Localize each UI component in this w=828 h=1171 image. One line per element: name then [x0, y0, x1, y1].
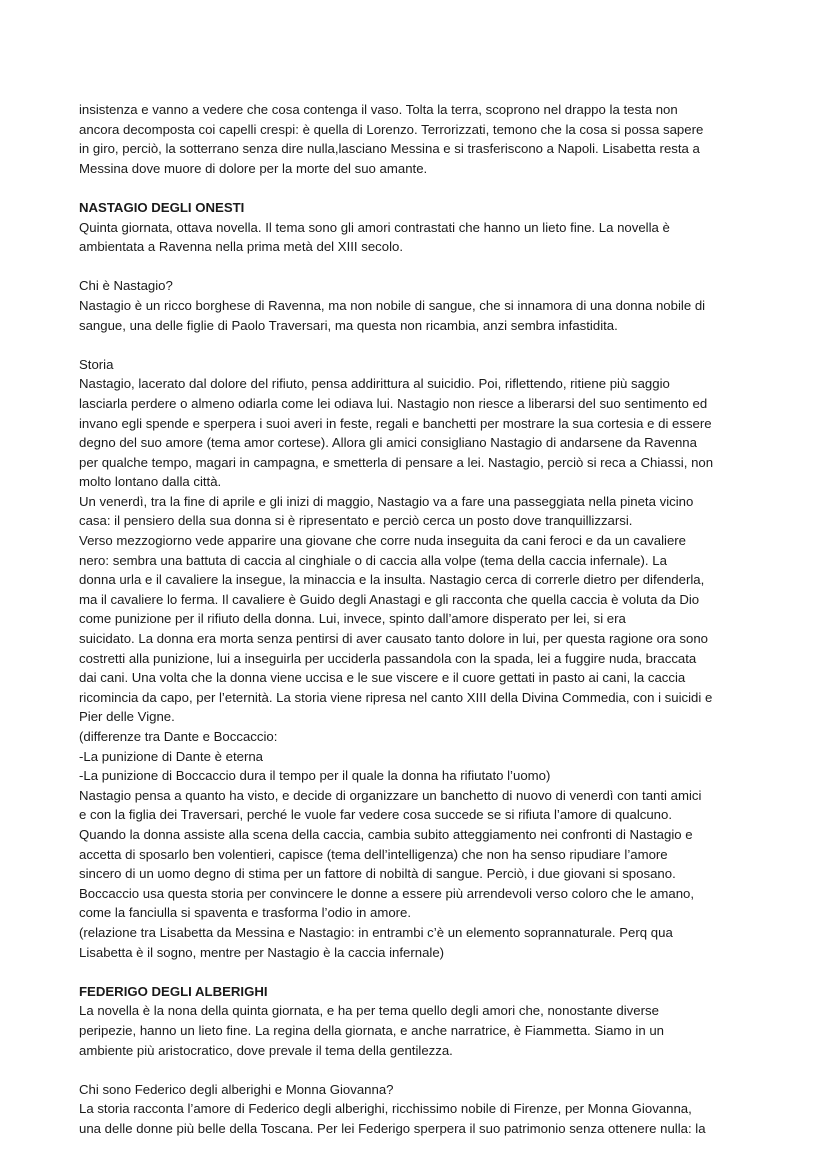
text-line: molto lontano dalla città. [79, 474, 222, 490]
text-line: e con la figlia dei Traversari, perché le vuole far vedere cosa succede se si rifiuta l’amore di qualcuno. [79, 807, 673, 823]
text-line: peripezie, hanno un lieto fine. La regina della giornata, e anche narratrice, è Fiammetta. Siamo in un [79, 1022, 664, 1038]
text-line: La storia racconta l’amore di Federico degli alberighi, ricchissimo nobile di Firenze, per Monna Giovanna, [79, 1101, 692, 1117]
text-line: sangue, una delle figlie di Paolo Traversari, ma questa non ricambia, anzi sembra infastidita. [79, 317, 618, 333]
text-line: Verso mezzogiorno vede apparire una giovane che corre nuda inseguita da cani feroci e da un cavaliere [79, 533, 687, 549]
text-line: ancora decomposta coi capelli crespi: è quella di Lorenzo. Terrorizzati, temono che la cosa si possa sapere [79, 121, 704, 137]
section-heading-nastagio: NASTAGIO DEGLI ONESTI [79, 199, 245, 215]
paragraph-gap [79, 178, 759, 198]
text-line: nero: sembra una battuta di caccia al cinghiale o di caccia alla volpe (tema della caccia infernale). La [79, 552, 667, 568]
text-line: Un venerdì, tra la fine di aprile e gli inizi di maggio, Nastagio va a fare una passeggiata nella pineta vicino [79, 493, 694, 509]
text-line: -La punizione di Dante è eterna [79, 748, 264, 764]
text-line: Nastagio pensa a quanto ha visto, e decide di organizzare un banchetto di nuovo di venerdì con tanti amici [79, 787, 702, 803]
text-line: una delle donne più belle della Toscana. Per lei Federigo sperpera il suo patrimonio senza ottenere nulla: la [79, 1120, 706, 1136]
section-heading-federigo: FEDERIGO DEGLI ALBERIGHI [79, 983, 268, 999]
text-line: come la fanciulla si spaventa e trasforma l’odio in amore. [79, 905, 412, 921]
paragraph-gap [79, 335, 759, 355]
text-line: in giro, perciò, la sotterrano senza dire nulla,lasciano Messina e si trasferiscono a Napoli. Lisabetta resta a [79, 141, 700, 157]
subheading-line: Storia [79, 356, 114, 372]
text-line: Pier delle Vigne. [79, 709, 175, 725]
text-line: per qualche tempo, magari in campagna, e smetterla di pensare a lei. Nastagio, perciò si reca a Chiassi, non [79, 454, 714, 470]
text-line: invano egli spende e sperpera i suoi averi in feste, regali e banchetti per mostrare la sua cortesia e di essere [79, 415, 712, 431]
document-body [79, 100, 759, 1138]
text-line: Nastagio è un ricco borghese di Ravenna, ma non nobile di sangue, che si innamora di una donna nobile di [79, 297, 706, 313]
text-line: La novella è la nona della quinta giornata, e ha per tema quello degli amori che, nonostante diverse [79, 1003, 659, 1019]
text-line: ambiente più aristocratico, dove prevale il tema della gentilezza. [79, 1042, 453, 1058]
text-line: ma il cavaliere lo ferma. Il cavaliere è Guido degli Anastagi e gli racconta che quella caccia è voluta da Dio [79, 591, 700, 607]
text-line: insistenza e vanno a vedere che cosa contenga il vaso. Tolta la terra, scoprono nel drappo la testa non [79, 102, 678, 117]
text-line: ambientata a Ravenna nella prima metà del XIII secolo. [79, 239, 404, 255]
text-line: (relazione tra Lisabetta da Messina e Nastagio: in entrambi c’è un elemento soprannaturale. Perq qua [79, 924, 673, 940]
text-line: degno del suo amore (tema amor cortese). Allora gli amici consigliano Nastagio di andarsene da Ravenna [79, 435, 697, 451]
text-line: accetta di sposarlo ben volentieri, capisce (tema dell’intelligenza) che non ha senso ripudiare l’amore [79, 846, 668, 862]
text-line: dai cani. Una volta che la donna viene uccisa e le sue viscere e il cuore gettati in pasto ai cani, la caccia [79, 670, 686, 686]
text-line: Lisabetta è il sogno, mentre per Nastagio è la caccia infernale) [79, 944, 445, 960]
paragraph-gap [79, 257, 759, 277]
text-line: Nastagio, lacerato dal dolore del rifiuto, pensa addirittura al suicidio. Poi, riflettendo, ritiene più saggio [79, 376, 670, 392]
text-line: Boccaccio usa questa storia per convincere le donne a essere più arrendevoli verso coloro che le amano, [79, 885, 695, 901]
text-line: come punizione per il rifiuto della donna. Lui, invece, spinto dall’amore disperato per lei, si era [79, 611, 626, 627]
text-line: (differenze tra Dante e Boccaccio: [79, 729, 278, 744]
text-line: Quando la donna assiste alla scena della caccia, cambia subito atteggiamento nei confronti di Nastagio e [79, 826, 693, 842]
text-line: casa: il pensiero della sua donna si è ripresentato e perciò cerca un posto dove tranquillizzarsi. [79, 513, 633, 529]
paragraph-gap [79, 962, 759, 982]
text-line: costretti alla punizione, lui a inseguirla per ucciderla passandola con la spada, lei a fuggire nuda, braccata [79, 650, 697, 666]
text-line: lasciarla perdere o almeno odiarla come lei odiava lui. Nastagio non riesce a liberarsi del suo sentimento ed [79, 395, 708, 411]
subheading-line: Chi sono Federico degli alberighi e Monna Giovanna? [79, 1081, 394, 1097]
text-line: donna urla e il cavaliere la insegue, la minaccia e la insulta. Nastagio cerca di correrle dietro per difenderla, [79, 572, 705, 588]
text-line: ricomincia da capo, per l’eternità. La storia viene ripresa nel canto XIII della Divina Commedia, con i suicidi e [79, 689, 713, 705]
paragraph-gap [79, 1060, 759, 1080]
text-line: Messina dove muore di dolore per la morte del suo amante. [79, 160, 428, 176]
text-line: -La punizione di Boccaccio dura il tempo per il quale la donna ha rifiutato l’uomo) [79, 768, 551, 784]
text-line: Quinta giornata, ottava novella. Il tema sono gli amori contrastati che hanno un lieto fine. La novella è [79, 219, 670, 235]
subheading-line: Chi è Nastagio? [79, 278, 173, 294]
text-line: suicidato. La donna era morta senza pentirsi di aver causato tanto dolore in lui, per questa ragione ora sono [79, 631, 708, 647]
text-line: sincero di un uomo degno di stima per un fattore di nobiltà di sangue. Perciò, i due giovani si sposano. [79, 866, 676, 882]
